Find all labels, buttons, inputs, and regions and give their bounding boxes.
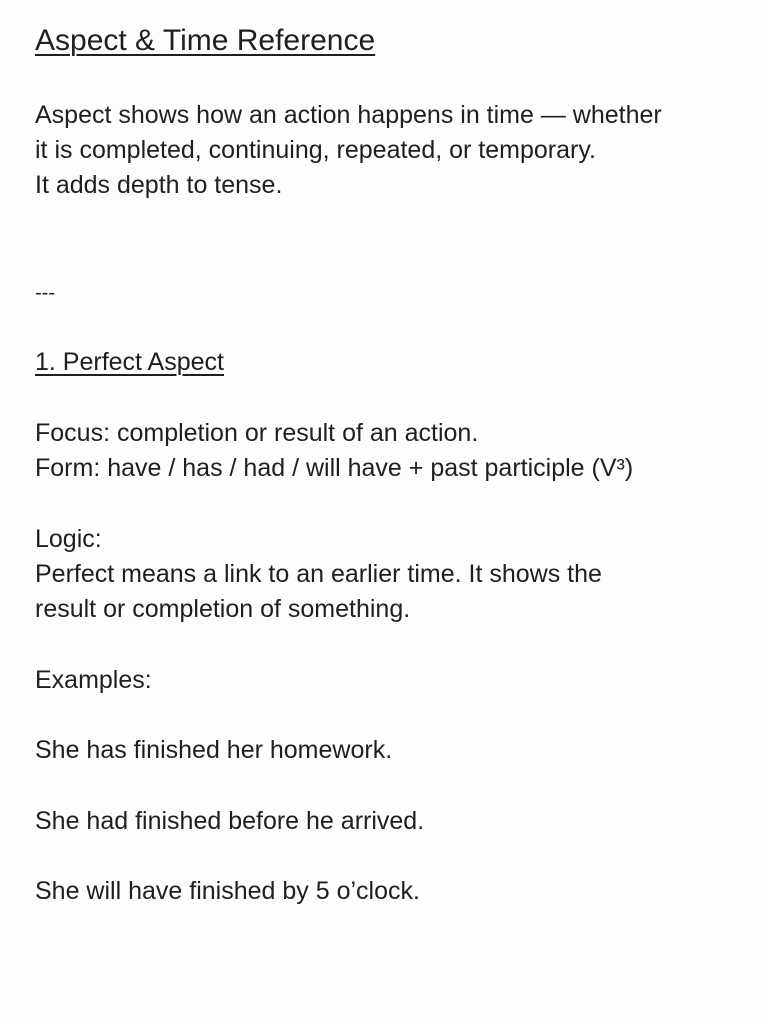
section-heading: 1. Perfect Aspect [35, 348, 224, 376]
form-text: Form: have / has / had / will have + past participle (V³) [35, 454, 634, 482]
logic-paragraph [35, 522, 602, 627]
examples-label: Examples: [35, 666, 152, 694]
logic-line: result or completion of something. [35, 595, 411, 623]
page-title: Aspect & Time Reference [35, 24, 376, 57]
logic-label: Logic: [35, 525, 102, 553]
example-item: She will have finished by 5 o’clock. [35, 877, 420, 905]
section-separator: --- [35, 282, 55, 304]
logic-line: Perfect means a link to an earlier time. It shows the [35, 560, 602, 588]
intro-line: It adds depth to tense. [35, 171, 283, 199]
example-item: She had finished before he arrived. [35, 807, 425, 835]
focus-text: Focus: completion or result of an action. [35, 419, 479, 447]
intro-line: Aspect shows how an action happens in time — whether [35, 101, 662, 129]
example-item: She has finished her homework. [35, 736, 393, 764]
intro-line: it is completed, continuing, repeated, or temporary. [35, 136, 596, 164]
focus-form-paragraph [35, 416, 633, 486]
intro-paragraph [35, 98, 662, 203]
